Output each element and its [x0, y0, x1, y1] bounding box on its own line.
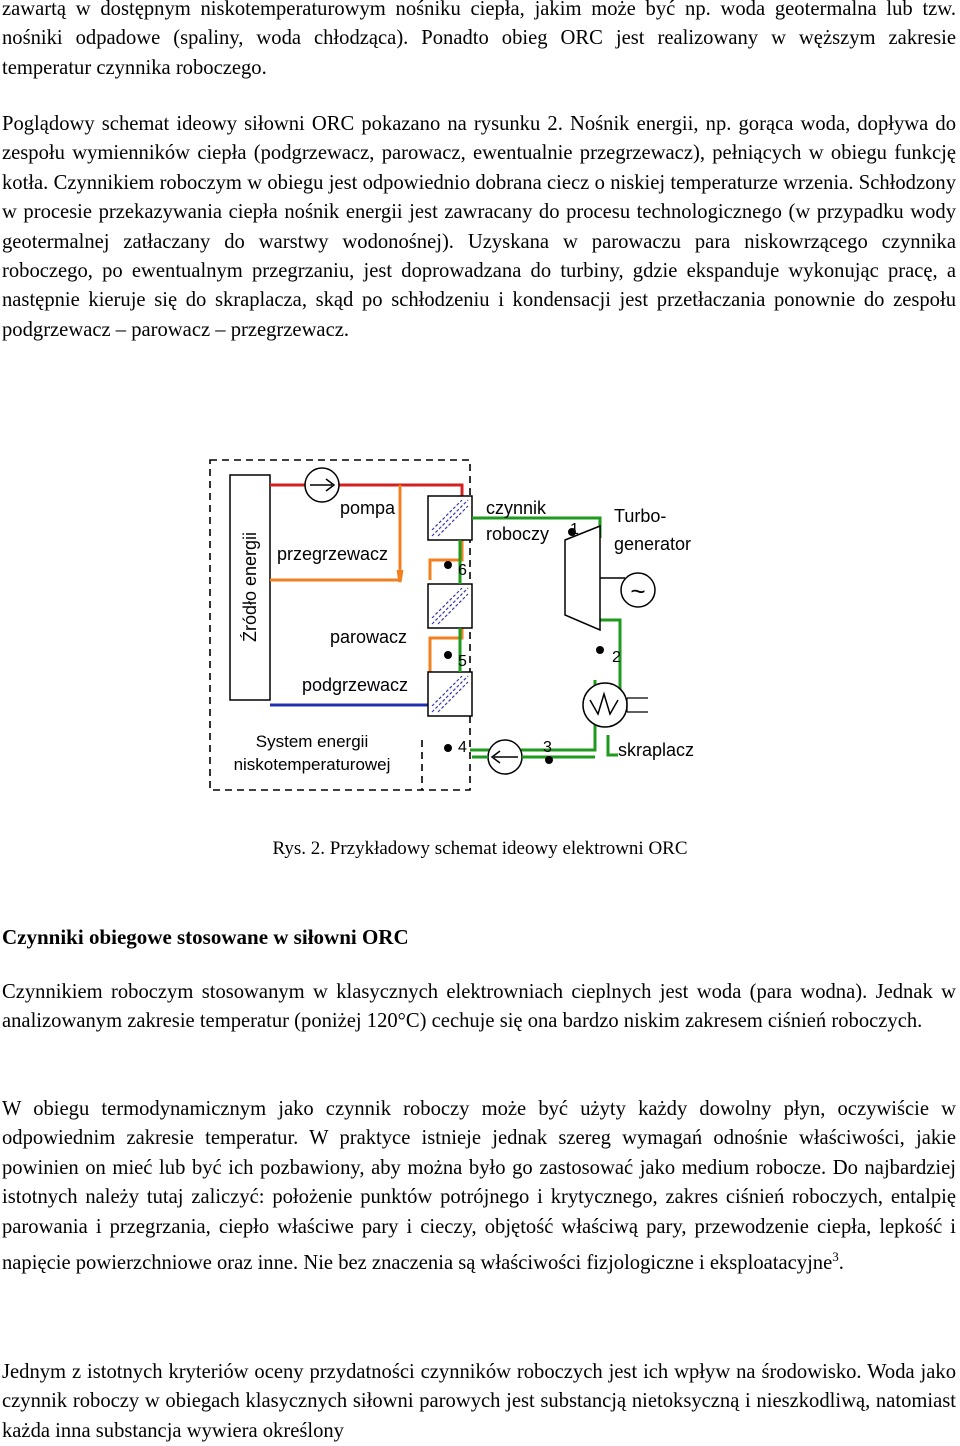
point-6-label: 6	[458, 562, 467, 579]
figure-caption: Rys. 2. Przykładowy schemat ideowy elektrowni ORC	[272, 838, 688, 859]
working-fluid-pump-icon	[488, 740, 522, 774]
turbogenerator-label-line1: Turbo-	[614, 506, 667, 526]
bypass-line	[398, 485, 402, 582]
evaporator-exchanger-icon	[428, 584, 472, 628]
paragraph-intro-continued: zawartą w dostępnym niskotemperaturowym nośniku ciepła, jakim może być np. woda geotermalna lub tzw. nośniki odpadowe (spaliny, woda chłodząca). Ponadto obieg ORC jest realizowany w węższym zakresie temperatur czynnika roboczego.	[2, 0, 956, 79]
turbogenerator-label-line2: generator	[614, 534, 692, 554]
system-label-line2: niskotemperaturowej	[233, 755, 391, 774]
superheater-exchanger-icon	[428, 496, 472, 540]
hot-carrier-line	[270, 485, 462, 496]
paragraph-fluid-requirements-text: W obiegu termodynamicznym jako czynnik roboczy może być użyty każdy dowolny płyn, oczywiście w odpowiednim zakresie temperatur. W praktyce istnieje jednak szereg wymagań odnośnie właściwości, jakie powinien on mieć lub być ich pozbawiony, aby można było go zastosować jako medium robocze. Do najbardziej istotnych należy tutaj zaliczyć: położenie punktów potrójnego i krytycznego, zakres ciśnień roboczych, entalpię parowania i przegrzania, ciepło właściwe pary i cieczy, objętość właściwą pary, przewodzenie ciepła, lepkość i napięcie powierzchniowe oraz inne. Nie bez znaczenia są właściwości fizjologiczne i eksploatacyjne	[2, 1098, 956, 1274]
point-5-label: 5	[458, 653, 467, 670]
pump-label: pompa	[340, 498, 396, 518]
generator-icon	[621, 573, 655, 607]
section-heading: Czynniki obiegowe stosowane w siłowni ORC	[2, 925, 409, 949]
carrier-pump-icon	[305, 468, 339, 502]
superheater-label: przegrzewacz	[277, 544, 389, 564]
condenser-label: skraplacz	[618, 740, 695, 760]
paragraph-fluid-requirements-end: .	[838, 1251, 844, 1274]
point-4-label: 4	[458, 739, 467, 756]
system-label-line1: System energii	[255, 732, 369, 751]
preheater-label: podgrzewacz	[302, 675, 409, 695]
point-3-label: 3	[543, 739, 552, 756]
evaporator-label: parowacz	[330, 627, 408, 647]
point-1-label: 1	[570, 521, 579, 538]
working-fluid-label-line2: roboczy	[486, 524, 550, 544]
paragraph-water-as-fluid: Czynnikiem roboczym stosowanym w klasycznych elektrowniach cieplnych jest woda (para wodna). Jednak w analizowanym zakresie temperatur (poniżej 120°C) cechuje się ona bardzo niskim zakresem ciśnień roboczych.	[2, 981, 956, 1033]
point-2-label: 2	[612, 649, 621, 666]
orc-schematic-diagram	[200, 450, 720, 795]
working-fluid-label-line1: czynnik	[486, 498, 547, 518]
turbine-icon	[565, 526, 600, 630]
preheater-exchanger-icon	[428, 672, 472, 716]
paragraph-fluid-requirements	[2, 1095, 956, 1278]
energy-source-label: Źródło energii	[240, 531, 260, 642]
paragraph-orc-description: Poglądowy schemat ideowy siłowni ORC pokazano na rysunku 2. Nośnik energii, np. gorąca woda, dopływa do zespołu wymienników ciepła (podgrzewacz, parowacz, ewentualnie przegrzewacz), pełniących w obiegu funkcję kotła. Czynnikiem roboczym w obiegu jest odpowiednio dobrana ciecz o niskiej temperaturze wrzenia. Schłodzony w procesie przekazywania ciepła nośnik energii jest zawracany do procesu technologicznego (w przypadku wody geotermalnej zatłaczany do warstwy wodonośnej). Uzyskana w parowaczu para niskowrzącego czynnika roboczego, po ewentualnym przegrzaniu, jest doprowadzana do turbiny, gdzie ekspanduje wykonując pracę, a następnie kieruje się do skraplacza, skąd po schłodzeniu i kondensacji jest przetłaczania ponownie do zespołu podgrzewacz – parowacz – przegrzewacz.	[2, 113, 956, 341]
paragraph-environment: Jednym z istotnych kryteriów oceny przydatności czynników roboczych jest ich wpływ na środowisko. Woda jako czynnik roboczy w obiegach klasycznych siłowni parowych jest substancją nietoksyczną i nieszkodliwą, natomiast każda inna substancja wywiera określony	[2, 1361, 956, 1442]
footnote-reference[interactable]: 3	[832, 1249, 839, 1265]
condenser-icon	[583, 683, 648, 727]
svg-text:~: ~	[630, 576, 646, 606]
